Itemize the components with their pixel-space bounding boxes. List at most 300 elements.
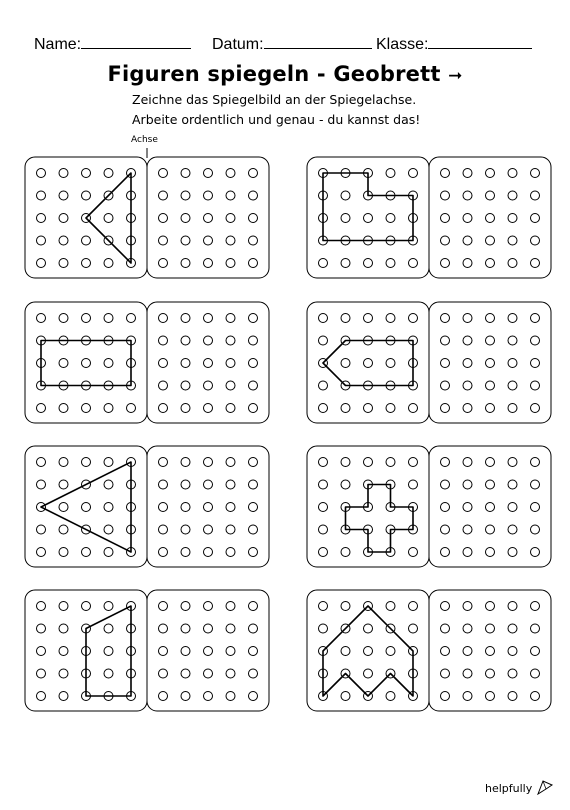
figure-peg — [37, 404, 46, 413]
mirror-peg — [181, 404, 190, 413]
figure-peg — [341, 548, 350, 557]
mirror-peg — [226, 359, 235, 368]
mirror-peg — [486, 336, 495, 345]
mirror-peg — [463, 692, 472, 701]
mirror-peg — [204, 692, 213, 701]
figure-peg — [37, 458, 46, 467]
exercise-h — [307, 590, 551, 711]
mirror-peg — [181, 624, 190, 633]
mirror-peg — [508, 214, 517, 223]
mirror-peg — [204, 602, 213, 611]
figure-peg — [104, 458, 113, 467]
figure-peg — [409, 314, 418, 323]
figure-peg — [37, 692, 46, 701]
figure-peg — [386, 259, 395, 268]
figure-peg — [37, 602, 46, 611]
mirror-peg — [441, 503, 450, 512]
figure-peg — [37, 214, 46, 223]
mirror-peg — [204, 404, 213, 413]
mirror-peg — [181, 548, 190, 557]
mirror-peg — [204, 214, 213, 223]
mirror-peg — [508, 503, 517, 512]
mirror-peg — [463, 602, 472, 611]
figure-peg — [104, 624, 113, 633]
mirror-peg — [441, 548, 450, 557]
mirror-peg — [486, 359, 495, 368]
mirror-peg — [204, 525, 213, 534]
figure-peg — [319, 381, 328, 390]
figure-peg — [104, 404, 113, 413]
mirror-peg — [463, 458, 472, 467]
figure-peg — [341, 214, 350, 223]
figure-peg — [386, 404, 395, 413]
mirror-peg — [463, 381, 472, 390]
page-title-text: Figuren spiegeln - Geobrett — [107, 62, 441, 86]
mirror-peg — [204, 503, 213, 512]
mirror-peg — [204, 191, 213, 200]
mirror-peg — [226, 381, 235, 390]
mirror-peg — [531, 404, 540, 413]
figure-peg — [409, 458, 418, 467]
mirror-peg — [181, 236, 190, 245]
mirror-peg — [249, 404, 258, 413]
figure-peg — [104, 480, 113, 489]
mirror-peg — [441, 214, 450, 223]
mirror-peg — [226, 548, 235, 557]
mirror-peg — [508, 624, 517, 633]
mirror-peg — [441, 191, 450, 200]
mirror-peg — [508, 525, 517, 534]
mirror-peg — [486, 381, 495, 390]
mirror-peg — [159, 480, 168, 489]
exercise-d — [307, 302, 551, 423]
figure-peg — [409, 404, 418, 413]
axis-label: Achse — [131, 135, 158, 145]
mirror-peg — [508, 669, 517, 678]
mirror-peg — [531, 624, 540, 633]
figure-peg — [341, 191, 350, 200]
mirror-peg — [486, 480, 495, 489]
mirror-peg — [441, 602, 450, 611]
mirror-peg — [159, 624, 168, 633]
mirror-peg — [249, 359, 258, 368]
figure-peg — [341, 314, 350, 323]
figure-peg — [386, 647, 395, 656]
mirror-peg — [441, 236, 450, 245]
figure-peg — [364, 669, 373, 678]
figure-peg — [37, 480, 46, 489]
figure-peg — [104, 548, 113, 557]
mirror-peg — [441, 336, 450, 345]
figure-peg — [341, 602, 350, 611]
figure-peg — [364, 214, 373, 223]
figure-peg — [82, 314, 91, 323]
figure-peg — [319, 336, 328, 345]
mirror-peg — [531, 548, 540, 557]
mirror-peg — [226, 336, 235, 345]
mirror-peg — [531, 692, 540, 701]
figure-peg — [59, 503, 68, 512]
figure-peg — [59, 259, 68, 268]
mirror-peg — [249, 624, 258, 633]
exercise-f — [307, 446, 551, 567]
mirror-peg — [249, 480, 258, 489]
mirror-peg — [531, 191, 540, 200]
mirror-peg — [486, 404, 495, 413]
figure-peg — [341, 458, 350, 467]
mirror-peg — [159, 404, 168, 413]
figure-peg — [37, 259, 46, 268]
arrow-icon: ➞ — [448, 66, 463, 86]
mirror-peg — [226, 692, 235, 701]
figure-peg — [409, 169, 418, 178]
mirror-peg — [486, 669, 495, 678]
figure-peg — [341, 692, 350, 701]
mirror-peg — [463, 525, 472, 534]
mirror-peg — [531, 314, 540, 323]
mirror-peg — [463, 336, 472, 345]
figure-peg — [59, 314, 68, 323]
mirror-peg — [508, 359, 517, 368]
mirror-peg — [486, 191, 495, 200]
mirror-peg — [226, 236, 235, 245]
mirror-peg — [486, 314, 495, 323]
figure-peg — [319, 480, 328, 489]
figure-peg — [409, 602, 418, 611]
mirror-peg — [249, 169, 258, 178]
mirror-peg — [441, 169, 450, 178]
mirror-peg — [249, 503, 258, 512]
mirror-peg — [226, 480, 235, 489]
mirror-peg — [531, 169, 540, 178]
mirror-peg — [159, 548, 168, 557]
mirror-peg — [463, 669, 472, 678]
mirror-peg — [249, 259, 258, 268]
mirror-peg — [249, 236, 258, 245]
mirror-peg — [204, 259, 213, 268]
mirror-peg — [531, 359, 540, 368]
mirror-peg — [463, 259, 472, 268]
mirror-peg — [204, 669, 213, 678]
figure-peg — [104, 503, 113, 512]
mirror-peg — [159, 169, 168, 178]
figure-peg — [319, 624, 328, 633]
mirror-peg — [204, 480, 213, 489]
figure-peg — [319, 259, 328, 268]
figure-peg — [104, 647, 113, 656]
mirror-peg — [159, 458, 168, 467]
mirror-peg — [486, 624, 495, 633]
figure-peg — [341, 480, 350, 489]
figure-peg — [364, 458, 373, 467]
figure-peg — [82, 259, 91, 268]
mirror-peg — [441, 647, 450, 656]
mirror-peg — [181, 647, 190, 656]
figure-peg — [59, 191, 68, 200]
figure-peg — [319, 314, 328, 323]
mirror-peg — [463, 624, 472, 633]
mirror-peg — [226, 214, 235, 223]
figure-peg — [104, 259, 113, 268]
exercise-g — [25, 590, 269, 711]
figure-peg — [319, 503, 328, 512]
figure-peg — [364, 647, 373, 656]
mirror-peg — [159, 602, 168, 611]
mirror-peg — [159, 503, 168, 512]
figure-peg — [59, 692, 68, 701]
figure-peg — [319, 404, 328, 413]
mirror-peg — [159, 647, 168, 656]
mirror-peg — [204, 624, 213, 633]
mirror-peg — [441, 404, 450, 413]
mirror-peg — [463, 503, 472, 512]
mirror-peg — [508, 458, 517, 467]
mirror-peg — [226, 259, 235, 268]
mirror-peg — [508, 404, 517, 413]
figure-peg — [364, 404, 373, 413]
figure-peg — [37, 624, 46, 633]
mirror-peg — [441, 624, 450, 633]
date-label: Datum: — [212, 36, 264, 53]
figure-peg — [59, 647, 68, 656]
brand-logo — [485, 779, 554, 795]
figure-peg — [82, 503, 91, 512]
mirror-peg — [486, 548, 495, 557]
mirror-peg — [441, 259, 450, 268]
figure-peg — [82, 602, 91, 611]
figure-peg — [104, 359, 113, 368]
figure-peg — [386, 692, 395, 701]
figure-peg — [59, 236, 68, 245]
figure-peg — [37, 236, 46, 245]
mirror-peg — [226, 169, 235, 178]
mirror-peg — [486, 169, 495, 178]
mirror-peg — [508, 692, 517, 701]
mirror-peg — [508, 336, 517, 345]
mirror-peg — [181, 381, 190, 390]
mirror-peg — [204, 647, 213, 656]
figure-peg — [82, 169, 91, 178]
class-label: Klasse: — [376, 36, 429, 53]
figure-peg — [104, 169, 113, 178]
mirror-peg — [249, 602, 258, 611]
mirror-peg — [486, 214, 495, 223]
mirror-peg — [531, 236, 540, 245]
figure-peg — [127, 404, 136, 413]
mirror-peg — [181, 259, 190, 268]
mirror-peg — [226, 647, 235, 656]
figure-peg — [59, 404, 68, 413]
mirror-peg — [159, 336, 168, 345]
figure-peg — [59, 214, 68, 223]
mirror-peg — [531, 336, 540, 345]
figure-peg — [386, 214, 395, 223]
mirror-peg — [159, 214, 168, 223]
figure-peg — [59, 602, 68, 611]
mirror-peg — [204, 169, 213, 178]
figure-peg — [59, 359, 68, 368]
figure-peg — [364, 359, 373, 368]
exercise-b — [307, 157, 551, 278]
mirror-peg — [249, 458, 258, 467]
mirror-peg — [226, 314, 235, 323]
figure-peg — [341, 259, 350, 268]
figure-peg — [37, 191, 46, 200]
mirror-peg — [159, 259, 168, 268]
mirror-peg — [181, 191, 190, 200]
mirror-peg — [249, 381, 258, 390]
figure-peg — [104, 669, 113, 678]
figure-peg — [409, 480, 418, 489]
figure-peg — [59, 169, 68, 178]
figure-peg — [319, 602, 328, 611]
mirror-peg — [508, 381, 517, 390]
mirror-peg — [508, 191, 517, 200]
mirror-peg — [463, 169, 472, 178]
mirror-peg — [159, 191, 168, 200]
mirror-peg — [249, 525, 258, 534]
mirror-peg — [463, 214, 472, 223]
mirror-peg — [226, 404, 235, 413]
figure-peg — [37, 314, 46, 323]
figure-peg — [82, 404, 91, 413]
mirror-peg — [181, 214, 190, 223]
figure-peg — [37, 525, 46, 534]
mirror-peg — [531, 259, 540, 268]
mirror-peg — [181, 336, 190, 345]
mirror-peg — [531, 602, 540, 611]
instruction-1: Zeichne das Spiegelbild an der Spiegelachse. — [132, 92, 417, 107]
figure-peg — [59, 458, 68, 467]
mirror-peg — [441, 525, 450, 534]
mirror-peg — [531, 525, 540, 534]
mirror-peg — [486, 259, 495, 268]
mirror-peg — [159, 359, 168, 368]
figure-peg — [59, 480, 68, 489]
mirror-peg — [204, 314, 213, 323]
mirror-peg — [181, 359, 190, 368]
figure-peg — [319, 548, 328, 557]
mirror-peg — [486, 458, 495, 467]
mirror-peg — [531, 214, 540, 223]
exercise-a — [25, 157, 269, 278]
brand-name: helpfully — [485, 782, 533, 795]
figure-peg — [59, 624, 68, 633]
mirror-peg — [159, 314, 168, 323]
mirror-peg — [226, 669, 235, 678]
mirror-peg — [249, 548, 258, 557]
name-label: Name: — [34, 36, 82, 53]
mirror-peg — [531, 458, 540, 467]
mirror-peg — [204, 336, 213, 345]
figure-peg — [386, 314, 395, 323]
mirror-peg — [181, 602, 190, 611]
mirror-peg — [181, 503, 190, 512]
figure-peg — [59, 548, 68, 557]
figure-peg — [82, 191, 91, 200]
mirror-peg — [441, 458, 450, 467]
mirror-peg — [463, 404, 472, 413]
mirror-peg — [463, 191, 472, 200]
exercise-c — [25, 302, 269, 423]
figure-peg — [37, 669, 46, 678]
mirror-peg — [226, 525, 235, 534]
mirror-peg — [508, 548, 517, 557]
mirror-peg — [441, 314, 450, 323]
mirror-peg — [486, 525, 495, 534]
mirror-peg — [181, 480, 190, 489]
mirror-peg — [441, 480, 450, 489]
mirror-peg — [463, 236, 472, 245]
instruction-2: Arbeite ordentlich und genau - du kannst das! — [132, 112, 421, 127]
figure-peg — [319, 458, 328, 467]
figure-peg — [104, 214, 113, 223]
figure-peg — [341, 647, 350, 656]
mirror-peg — [204, 458, 213, 467]
figure-peg — [37, 548, 46, 557]
mirror-peg — [181, 314, 190, 323]
mirror-peg — [508, 236, 517, 245]
mirror-peg — [159, 381, 168, 390]
figure-peg — [59, 525, 68, 534]
figure-peg — [82, 548, 91, 557]
mirror-peg — [181, 692, 190, 701]
figure-peg — [409, 259, 418, 268]
mirror-peg — [531, 381, 540, 390]
figure-peg — [37, 169, 46, 178]
figure-peg — [364, 624, 373, 633]
mirror-peg — [441, 359, 450, 368]
figure-peg — [104, 314, 113, 323]
mirror-peg — [463, 548, 472, 557]
mirror-peg — [486, 236, 495, 245]
figure-peg — [364, 259, 373, 268]
mirror-peg — [486, 692, 495, 701]
figure-peg — [127, 314, 136, 323]
mirror-peg — [249, 669, 258, 678]
figure-peg — [364, 314, 373, 323]
mirror-peg — [159, 692, 168, 701]
exercise-e — [25, 446, 269, 567]
mirror-peg — [204, 236, 213, 245]
mirror-peg — [204, 548, 213, 557]
mirror-peg — [181, 169, 190, 178]
figure-peg — [82, 458, 91, 467]
mirror-peg — [159, 525, 168, 534]
mirror-peg — [204, 359, 213, 368]
flag-icon — [536, 779, 554, 795]
figure-peg — [341, 359, 350, 368]
mirror-peg — [249, 336, 258, 345]
mirror-peg — [441, 381, 450, 390]
mirror-peg — [181, 458, 190, 467]
mirror-peg — [531, 503, 540, 512]
figure-peg — [386, 602, 395, 611]
figure-peg — [409, 624, 418, 633]
mirror-peg — [226, 624, 235, 633]
figure-peg — [82, 236, 91, 245]
mirror-peg — [226, 602, 235, 611]
mirror-peg — [508, 314, 517, 323]
mirror-peg — [486, 503, 495, 512]
mirror-peg — [226, 458, 235, 467]
mirror-peg — [181, 525, 190, 534]
figure-peg — [82, 359, 91, 368]
mirror-peg — [249, 647, 258, 656]
mirror-peg — [486, 647, 495, 656]
mirror-peg — [159, 669, 168, 678]
mirror-peg — [159, 236, 168, 245]
